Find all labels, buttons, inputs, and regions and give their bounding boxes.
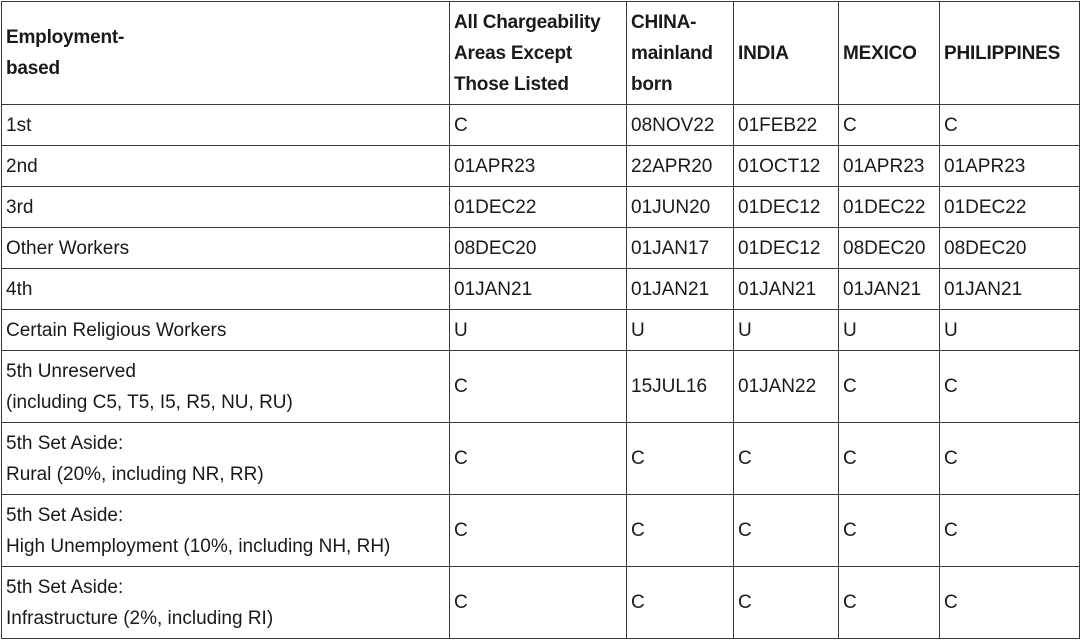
cell-china: 22APR20 (627, 146, 734, 187)
table-row (2, 310, 1080, 351)
cell-mexico: U (839, 310, 940, 351)
cell-all-chargeability: C (450, 105, 627, 146)
cell-category: Other Workers (2, 228, 450, 269)
cell-all-chargeability: C (450, 567, 627, 639)
table-row (2, 495, 1080, 567)
table-row (2, 228, 1080, 269)
cell-china: C (627, 423, 734, 495)
cell-india: C (734, 567, 839, 639)
cell-philippines: C (940, 495, 1080, 567)
cell-mexico: C (839, 567, 940, 639)
cell-india: 01JAN21 (734, 269, 839, 310)
header-philippines: PHILIPPINES (940, 2, 1080, 105)
cell-philippines: 01JAN21 (940, 269, 1080, 310)
cell-philippines: 01DEC22 (940, 187, 1080, 228)
cell-india: C (734, 423, 839, 495)
table-row (2, 567, 1080, 639)
cell-mexico: 08DEC20 (839, 228, 940, 269)
cell-all-chargeability: C (450, 351, 627, 423)
cell-india: 01JAN22 (734, 351, 839, 423)
table-row (2, 423, 1080, 495)
cell-china: 01JAN17 (627, 228, 734, 269)
header-all-chargeability-areas: All Chargeability Areas Except Those Listed (450, 2, 627, 105)
cell-mexico: C (839, 423, 940, 495)
cell-category: 2nd (2, 146, 450, 187)
cell-category: 5th Set Aside: Infrastructure (2%, including RI) (2, 567, 450, 639)
cell-philippines: C (940, 567, 1080, 639)
cell-india: 01OCT12 (734, 146, 839, 187)
cell-all-chargeability: U (450, 310, 627, 351)
cell-philippines: C (940, 351, 1080, 423)
header-china-mainland-born: CHINA- mainland born (627, 2, 734, 105)
table-row (2, 269, 1080, 310)
cell-india: 01FEB22 (734, 105, 839, 146)
cell-china: 08NOV22 (627, 105, 734, 146)
table-row (2, 187, 1080, 228)
cell-mexico: C (839, 351, 940, 423)
cell-china: 01JUN20 (627, 187, 734, 228)
cell-category: Certain Religious Workers (2, 310, 450, 351)
cell-all-chargeability: C (450, 495, 627, 567)
cell-mexico: 01JAN21 (839, 269, 940, 310)
header-mexico: MEXICO (839, 2, 940, 105)
cell-philippines: U (940, 310, 1080, 351)
cell-mexico: 01DEC22 (839, 187, 940, 228)
header-employment-based: Employment- based (2, 2, 450, 105)
table-row (2, 351, 1080, 423)
cell-all-chargeability: C (450, 423, 627, 495)
cell-philippines: C (940, 423, 1080, 495)
header-india: INDIA (734, 2, 839, 105)
cell-category: 5th Unreserved (including C5, T5, I5, R5, NU, RU) (2, 351, 450, 423)
cell-india: C (734, 495, 839, 567)
cell-all-chargeability: 01JAN21 (450, 269, 627, 310)
cell-china: U (627, 310, 734, 351)
cell-mexico: 01APR23 (839, 146, 940, 187)
cell-category: 4th (2, 269, 450, 310)
cell-all-chargeability: 01DEC22 (450, 187, 627, 228)
cell-philippines: 08DEC20 (940, 228, 1080, 269)
cell-china: C (627, 495, 734, 567)
cell-china: 15JUL16 (627, 351, 734, 423)
visa-bulletin-table (1, 1, 1080, 639)
cell-category: 5th Set Aside: Rural (20%, including NR, RR) (2, 423, 450, 495)
cell-all-chargeability: 08DEC20 (450, 228, 627, 269)
cell-china: 01JAN21 (627, 269, 734, 310)
cell-mexico: C (839, 105, 940, 146)
cell-india: U (734, 310, 839, 351)
cell-category: 1st (2, 105, 450, 146)
cell-india: 01DEC12 (734, 228, 839, 269)
cell-category: 3rd (2, 187, 450, 228)
cell-china: C (627, 567, 734, 639)
cell-mexico: C (839, 495, 940, 567)
table-row (2, 105, 1080, 146)
cell-category: 5th Set Aside: High Unemployment (10%, including NH, RH) (2, 495, 450, 567)
cell-all-chargeability: 01APR23 (450, 146, 627, 187)
cell-philippines: C (940, 105, 1080, 146)
table-body (2, 105, 1080, 639)
table-row (2, 146, 1080, 187)
cell-philippines: 01APR23 (940, 146, 1080, 187)
header-row (2, 2, 1080, 105)
cell-india: 01DEC12 (734, 187, 839, 228)
